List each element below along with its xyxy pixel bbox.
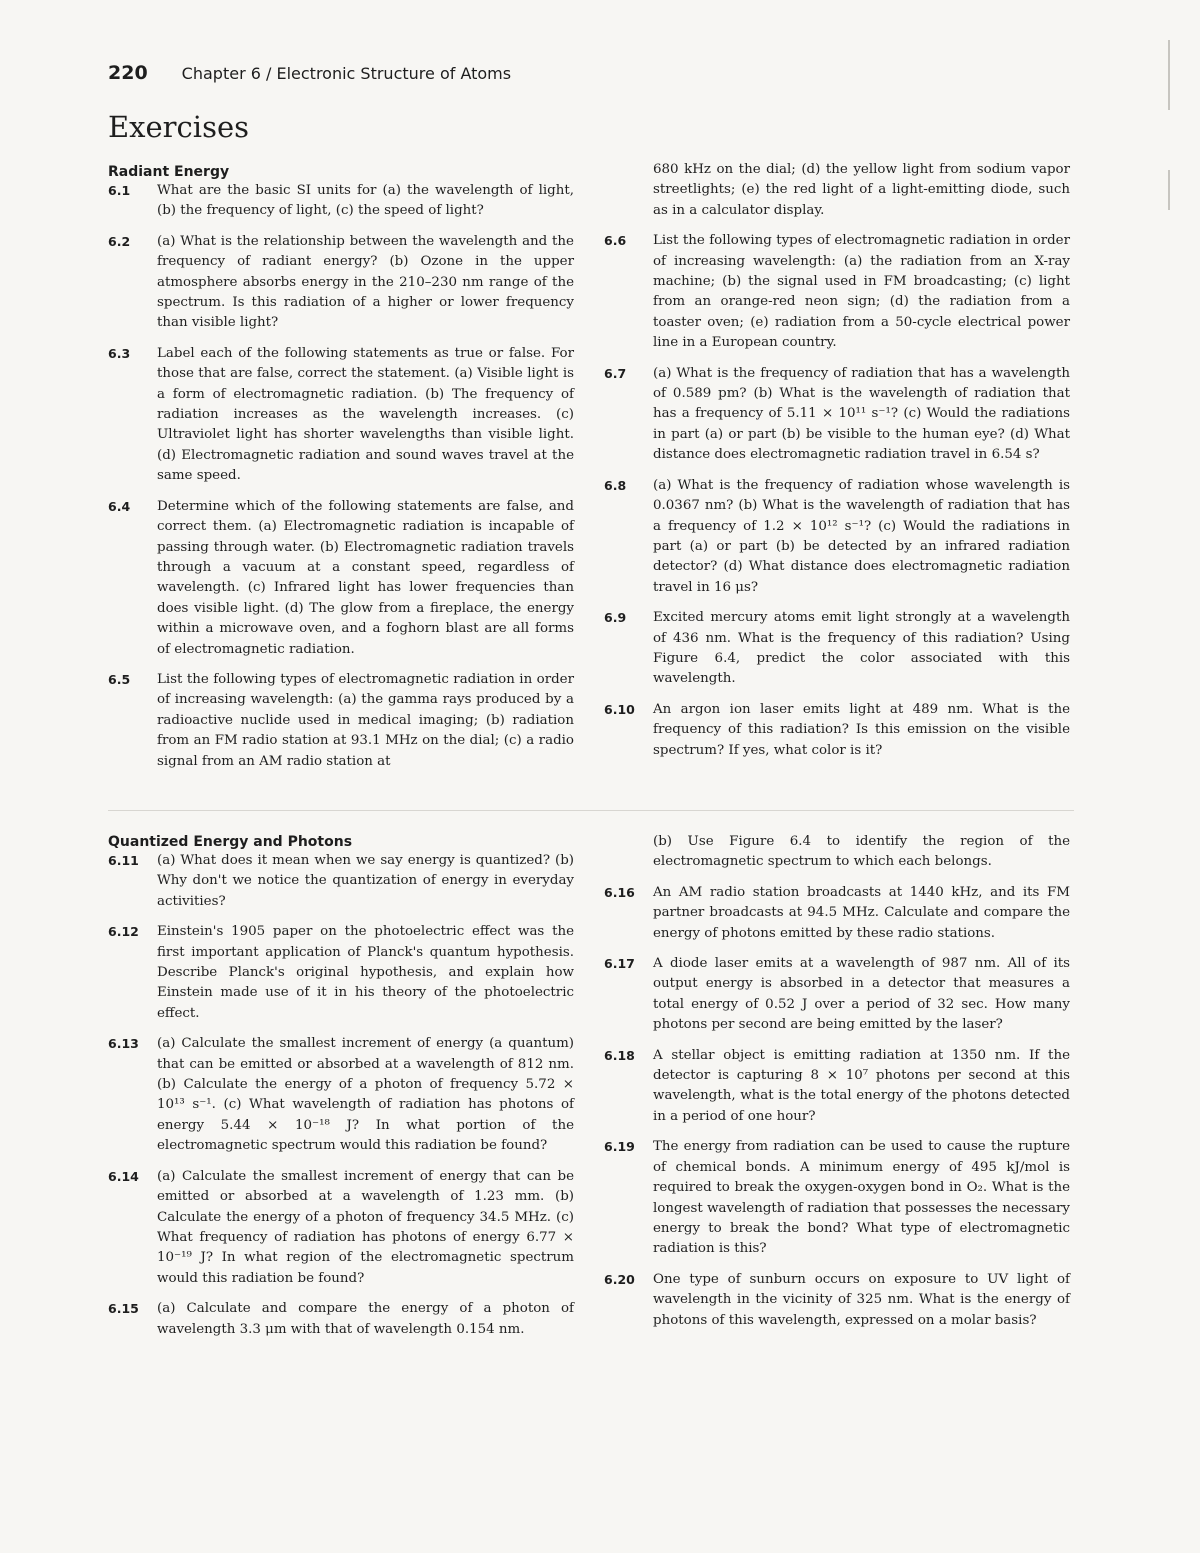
exercise-6-19	[604, 1137, 1070, 1259]
section-divider	[108, 810, 1074, 811]
exercise-text: List the following types of electromagnetic radiation in order of increasing wavelength: (a) the gamma rays produced by a radioactive nuclide used in medical imaging; (b) radiation from an FM radio station at 93.1 MHz on the dial; (c) a radio signal from an AM radio station at	[157, 671, 574, 769]
exercise-6-17	[604, 954, 1070, 1036]
exercise-text: (a) What is the frequency of radiation that has a wavelength of 0.589 pm? (b) What is the wavelength of radiation that has a frequency of 5.11 × 10¹¹ s⁻¹? (c) Would the radiations in part (a) or part (b) be visible to the human eye? (d) What distance does electromagnetic radiation travel in 6.54 s?	[653, 365, 1070, 463]
exercise-text: What are the basic SI units for (a) the wavelength of light, (b) the frequency of light, (c) the speed of light?	[157, 183, 574, 219]
radiant-left-column	[108, 164, 574, 782]
exercise-6-14	[108, 1167, 574, 1289]
exercise-text: The energy from radiation can be used to cause the rupture of chemical bonds. A minimum energy of 495 kJ/mol is required to break the oxygen-oxygen bond in O₂. What is the longest wavelength of radiation that possesses the necessary energy to break the bond? What type of electromagnetic radiation is this?	[653, 1139, 1070, 1257]
page-number: 220	[108, 62, 148, 84]
exercise-text: A diode laser emits at a wavelength of 987 nm. All of its output energy is absorbed in a detector that measures a total energy of 0.52 J over a period of 32 sec. How many photons per second are being emitted by the laser?	[653, 956, 1070, 1033]
exercise-6-2	[108, 232, 574, 334]
chapter-title: Chapter 6 / Electronic Structure of Atoms	[181, 64, 512, 83]
exercise-6-5	[108, 670, 574, 772]
exercise-number: 6.1	[108, 183, 131, 198]
exercise-number: 6.19	[604, 1139, 635, 1155]
exercise-number: 6.3	[108, 345, 131, 361]
exercise-6-20	[604, 1270, 1070, 1331]
quantized-right-column	[604, 832, 1070, 1341]
exercise-text: Einstein's 1905 paper on the photoelectric effect was the first important application of Planck's quantum hypothesis. Describe Planck's original hypothesis, and explain how Einstein made use of it in his theory of the photoelectric effect.	[157, 924, 574, 1021]
exercise-text: (a) Calculate the smallest increment of energy that can be emitted or absorbed at a wavelength of 1.23 mm. (b) Calculate the energy of a photon of frequency 34.5 MHz. (c) What frequency of radiation has photons of energy 6.77 × 10⁻¹⁹ J? In what region of the electromagnetic spectrum would this radiation be found?	[157, 1168, 574, 1286]
exercise-6-15	[108, 1299, 574, 1340]
exercise-6-18	[604, 1046, 1070, 1128]
exercise-6-8	[604, 476, 1070, 598]
radiant-right-column	[604, 160, 1070, 771]
exercise-number: 6.2	[108, 233, 131, 249]
exercise-text: (a) What is the frequency of radiation whose wavelength is 0.0367 nm? (b) What is the wavelength of radiation that has a frequency of 1.2 × 10¹² s⁻¹? (c) Would the radiations in part (a) or part (b) be detected by an infrared radiation detector? (d) What distance does electromagnetic radiation travel in 16 μs?	[653, 477, 1070, 595]
exercise-6-16	[604, 883, 1070, 944]
running-header	[108, 62, 511, 84]
exercise-number: 6.4	[108, 498, 131, 514]
exercise-text: An AM radio station broadcasts at 1440 kHz, and its FM partner broadcasts at 94.5 MHz. Calculate and compare the energy of photons emitted by these radio stations.	[653, 884, 1070, 941]
exercise-number: 6.8	[604, 477, 627, 493]
exercise-text: Determine which of the following statements are false, and correct them. (a) Electromagnetic radiation is incapable of passing through water. (b) Electromagnetic radiation travels through a vacuum at a constant speed, regardless of wavelength. (c) Infrared light has lower frequencies than does visible light. (d) The glow from a fireplace, the energy within a microwave oven, and a foghorn blast are all forms of electromagnetic radiation.	[157, 498, 574, 657]
exercise-text: (a) What is the relationship between the wavelength and the frequency of radiant energy? (b) Ozone in the upper atmosphere absorbs energy in the 210–230 nm range of the spectrum. Is this radiation of a higher or lower frequency than visible light?	[157, 233, 574, 331]
quantized-left-column	[108, 834, 574, 1350]
exercise-6-11	[108, 851, 574, 912]
exercise-6-13	[108, 1034, 574, 1156]
exercise-number: 6.18	[604, 1047, 635, 1063]
exercise-number: 6.7	[604, 365, 627, 381]
exercise-text: (a) What does it mean when we say energy is quantized? (b) Why don't we notice the quantization of energy in everyday activities?	[157, 853, 574, 909]
quantized-heading: Quantized Energy and Photons	[108, 834, 353, 850]
exercise-number: 6.9	[604, 610, 627, 626]
exercise-number: 6.6	[604, 233, 627, 249]
section-title: Exercises	[108, 110, 249, 144]
exercise-number: 6.20	[604, 1271, 635, 1287]
exercise-number: 6.14	[108, 1168, 139, 1184]
exercise-number: 6.10	[604, 701, 635, 717]
exercise-6-5-continuation: 680 kHz on the dial; (d) the yellow light from sodium vapor streetlights; (e) the red light of a light-emitting diode, such as in a calculator display.	[653, 162, 1070, 218]
exercise-6-1	[108, 181, 574, 222]
exercise-6-6	[604, 231, 1070, 353]
exercise-6-7	[604, 364, 1070, 466]
radiant-heading: Radiant Energy	[108, 164, 230, 180]
scan-edge-mark	[1168, 40, 1170, 110]
exercise-6-3	[108, 344, 574, 487]
exercise-6-9	[604, 608, 1070, 690]
exercise-number: 6.16	[604, 884, 635, 900]
scan-edge-mark	[1168, 170, 1170, 210]
exercise-number: 6.15	[108, 1301, 139, 1317]
exercise-text: Label each of the following statements as true or false. For those that are false, correct the statement. (a) Visible light is a form of electromagnetic radiation. (b) The frequency of radiation increases as the wavelength increases. (c) Ultraviolet light has shorter wavelengths than visible light. (d) Electromagnetic radiation and sound waves travel at the same speed.	[157, 345, 574, 484]
exercise-text: (a) Calculate the smallest increment of energy (a quantum) that can be emitted or absorbed at a wavelength of 812 nm. (b) Calculate the energy of a photon of frequency 5.72 × 10¹³ s⁻¹. (c) What wavelength of radiation has photons of energy 5.44 × 10⁻¹⁸ J? In what portion of the electromagnetic spectrum would this radiation be found?	[157, 1036, 574, 1154]
exercise-text: A stellar object is emitting radiation at 1350 nm. If the detector is capturing 8 × 10⁷ photons per second at this wavelength, what is the total energy of the photons detected in a period of one hour?	[653, 1047, 1070, 1124]
exercise-text: List the following types of electromagnetic radiation in order of increasing wavelength: (a) the radiation from an X-ray machine; (b) the signal used in FM broadcasting; (c) light from an orange-red neon sign; (d) the radiation from a toaster oven; (e) radiation from a 50-cycle electrical power line in a European country.	[653, 233, 1070, 351]
exercise-number: 6.11	[108, 853, 139, 868]
exercise-number: 6.17	[604, 956, 635, 972]
exercise-text: An argon ion laser emits light at 489 nm. What is the frequency of this radiation? Is this emission on the visible spectrum? If yes, what color is it?	[653, 701, 1070, 758]
exercise-6-12	[108, 922, 574, 1024]
exercise-6-4	[108, 497, 574, 660]
exercise-number: 6.13	[108, 1036, 139, 1052]
exercise-text: One type of sunburn occurs on exposure to UV light of wavelength in the vicinity of 325 nm. What is the energy of photons of this wavelength, expressed on a molar basis?	[653, 1271, 1070, 1328]
exercise-number: 6.12	[108, 924, 139, 940]
exercise-text: (a) Calculate and compare the energy of a photon of wavelength 3.3 μm with that of wavelength 0.154 nm.	[157, 1301, 574, 1337]
exercise-text: Excited mercury atoms emit light strongly at a wavelength of 436 nm. What is the frequency of this radiation? Using Figure 6.4, predict the color associated with this wavelength.	[653, 610, 1070, 687]
exercise-number: 6.5	[108, 671, 131, 687]
exercise-6-10	[604, 700, 1070, 761]
exercise-6-15-continuation: (b) Use Figure 6.4 to identify the region of the electromagnetic spectrum to which each belongs.	[653, 834, 1070, 870]
